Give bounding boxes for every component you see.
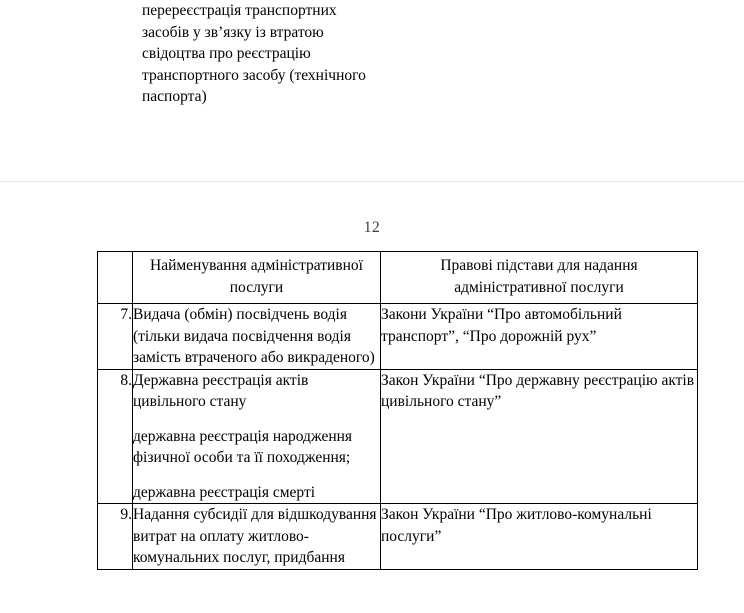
row-number: 8. <box>98 369 133 504</box>
row-legal-basis: Закон України “Про житлово-комунальні послуги” <box>381 504 698 570</box>
administrative-services-table <box>97 251 698 570</box>
table-header-service-name: Найменування адміністративної послуги <box>133 252 381 304</box>
service-name-main: Надання субсидії для відшкодування витрат на оплату житлово-комунальних послуг, придбання <box>133 506 377 566</box>
row-service-name <box>133 304 381 370</box>
document-page <box>0 187 744 613</box>
row-legal-basis: Закон України “Про державну реєстрацію актів цивільного стану” <box>381 369 698 504</box>
document-page-fragment-top <box>0 0 744 181</box>
service-name-sub-item: державна реєстрація смерті <box>133 483 316 501</box>
row-service-name <box>133 369 381 504</box>
table-row <box>98 504 698 570</box>
service-name-main: Державна реєстрація актів цивільного стану <box>133 371 309 410</box>
row-number: 7. <box>98 304 133 370</box>
row-number: 9. <box>98 504 133 570</box>
row-service-name <box>133 504 381 570</box>
table-cell-text-continued: перереєстрація транспортних засобів у зв’язку із втратою свідоцтва про реєстрацію транспортного засобу (технічного паспорта) <box>142 2 366 105</box>
table-header-legal-basis: Правові підстави для надання адміністративної послуги <box>381 252 698 304</box>
table-header-number <box>98 252 133 304</box>
service-name-main: Видача (обмін) посвідчень водія (тільки видача посвідчення водія замість втраченого або викраденого) <box>133 306 375 366</box>
row-legal-basis: Закони України “Про автомобільний транспорт”, “Про дорожній рух” <box>381 304 698 370</box>
table-header-row <box>98 252 698 304</box>
page-number: 12 <box>363 219 381 236</box>
service-name-sub-item: державна реєстрація народження фізичної особи та її походження; <box>133 427 353 466</box>
table-row <box>98 304 698 370</box>
table-row <box>98 369 698 504</box>
